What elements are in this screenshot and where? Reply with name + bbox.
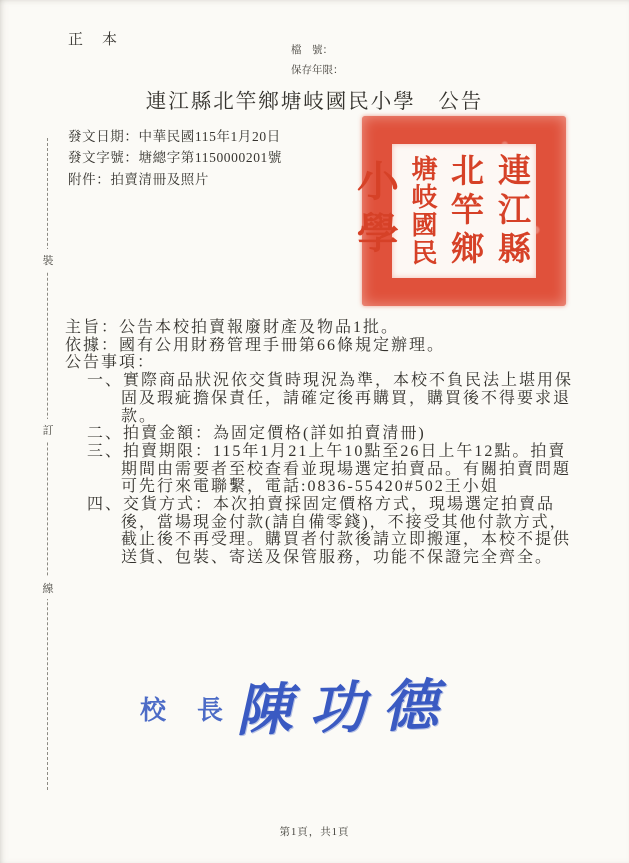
document-meta (68, 126, 282, 190)
issue-date-label: 發文日期： (68, 129, 139, 144)
item-number: 三、 (87, 442, 124, 460)
item-number: 四、 (87, 496, 124, 514)
seal-column-2: 北竿鄉 (446, 152, 482, 270)
page-number-footer: 第1頁，共1頁 (279, 827, 350, 838)
principal-title: 校長 (140, 696, 255, 725)
seal-column-1: 連江縣 (493, 152, 529, 270)
basis-line: 依據：國有公用財務管理手冊第66條規定辦理。 (65, 336, 446, 354)
copy-type-label: 正 本 (68, 32, 120, 48)
announcement-item-1 (87, 372, 579, 425)
announcement-item-3 (87, 443, 579, 496)
subject-line: 主旨：公告本校拍賣報廢財產及物品1批。 (65, 319, 400, 336)
seal-column-4: 小學 (351, 159, 397, 263)
binding-mark-xian: 線 (41, 577, 55, 599)
attachment-value: 拍賣清冊及照片 (110, 171, 210, 187)
doc-number-value: 塘總字第1150000201號 (138, 150, 282, 166)
official-seal-inner (351, 144, 536, 278)
item-number: 一、 (87, 372, 124, 390)
announcement-body (65, 319, 579, 567)
item-number: 二、 (87, 425, 124, 443)
issue-date-line (68, 126, 282, 147)
file-number-label: 檔 號： (291, 45, 333, 56)
doc-number-line (68, 147, 282, 168)
binding-dashed-line (47, 138, 48, 790)
items-header: 公告事項： (65, 354, 156, 372)
official-seal (351, 116, 566, 306)
announcement-item-4 (87, 496, 579, 567)
principal-name-signature: 陳功德 (235, 675, 456, 743)
seal-column-3: 塘岐國民 (408, 155, 437, 267)
archive-labels (291, 41, 344, 81)
page-title: 連江縣北竿鄉塘岐國民小學 公告 (145, 91, 484, 113)
binding-mark-zhuang: 裝 (41, 249, 55, 271)
issue-date-value: 中華民國115年1月20日 (138, 129, 281, 144)
retention-period-label: 保存年限： (291, 65, 344, 76)
item-text: 拍賣金額：為固定價格(詳如拍賣清冊) (123, 425, 426, 443)
attachment-line (68, 169, 282, 190)
announcement-item-2 (87, 425, 579, 443)
attachment-label: 附件： (68, 171, 111, 187)
item-text: 實際商品狀況依交貨時現況為準，本校不負民法上堪用保固及瑕疵擔保責任，請確定後再購買，購買後不得要求退款。 (121, 372, 574, 425)
item-text: 交貨方式：本次拍賣採固定價格方式，現場選定拍賣品後，當場現金付款(請自備零錢)，不接受其他付款方式，截止後不再受理。購買者付款後請立即搬運，本校不提供送貨、包裝、寄送及保管服務，功能不保證完全齊全。 (121, 496, 572, 567)
item-text: 拍賣期限：115年1月21上午10點至26日上午12點。拍賣期間由需要者至校查看並現場選定拍賣品。有關拍賣問題可先行來電聯繫，電話:0836-55420#502王小姐 (121, 442, 572, 496)
doc-number-label: 發文字號： (68, 150, 139, 166)
binding-mark-ding: 訂 (41, 419, 55, 441)
principal-signature-stamp (140, 664, 520, 764)
